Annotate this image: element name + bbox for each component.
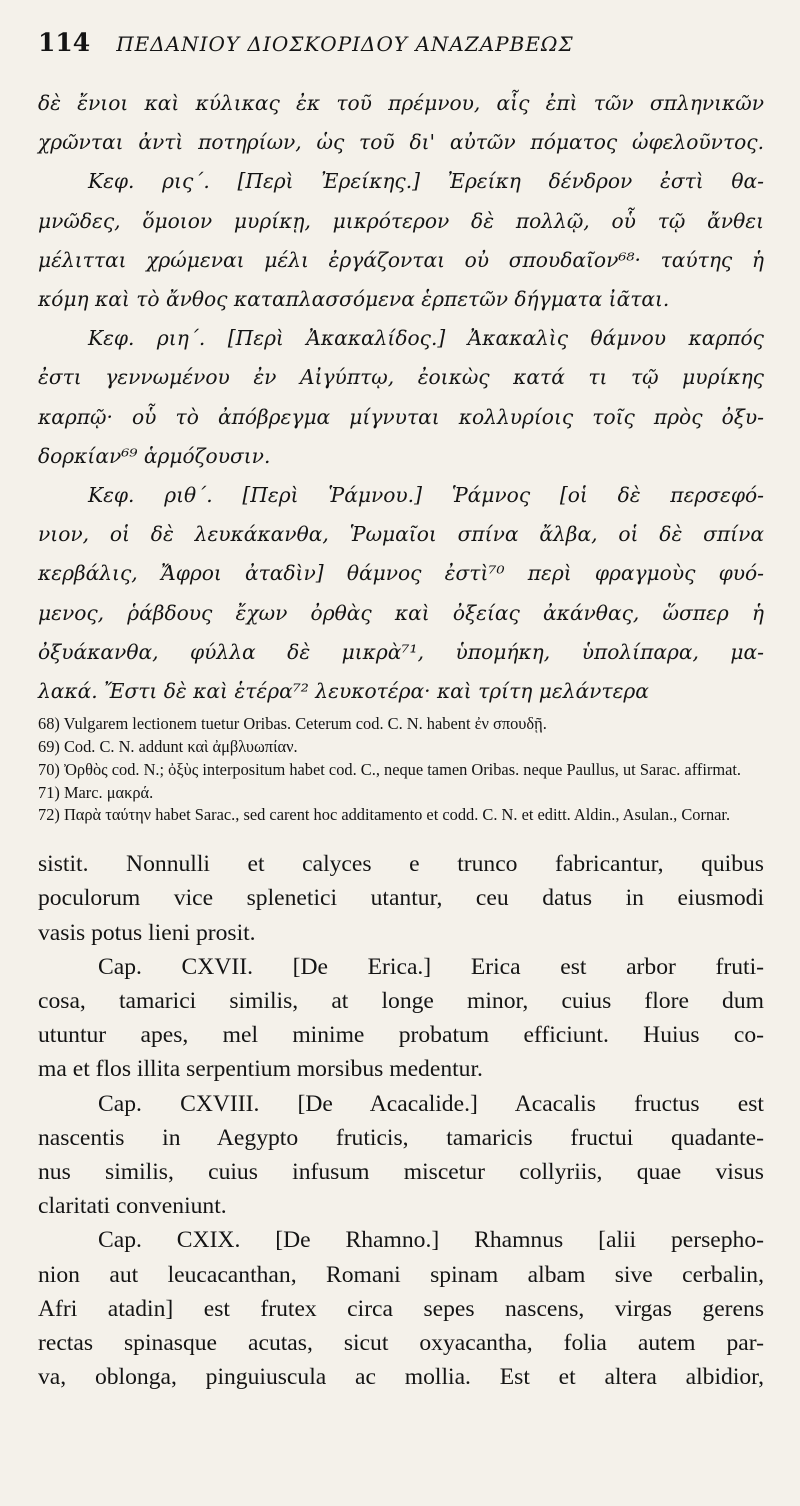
greek-line: ὀξυάκανθα, φύλλα δὲ μικρὰ⁷¹, ὑπομήκη, ὑπολίπαρα, μα- [38,639,764,664]
latin-line: cosa, tamarici similis, at longe minor, cuius flore dum [38,988,764,1015]
latin-line: Cap. CXIX. [De Rhamno.] Rhamnus [alii persepho- [98,1227,764,1254]
page-number: 114 [38,28,91,57]
latin-line: Cap. CXVII. [De Erica.] Erica est arbor fruti- [98,953,764,980]
greek-line: δορκίαν⁶⁹ ἁρμόζουσιν. [38,443,271,468]
greek-line: μενος, ῥάβδους ἔχων ὀρθὰς καὶ ὀξείας ἀκάνθας, ὥσπερ ἡ [38,600,764,625]
latin-line: va, oblonga, pinguiuscula ac mollia. Est et altera albidior, [38,1364,764,1391]
footnote-69: 69) Cod. C. N. addunt καὶ ἀμβλυωπίαν. [38,737,298,757]
latin-line: vasis potus lieni prosit. [38,919,256,946]
footnote-68: 68) Vulgarem lectionem tuetur Oribas. Ceterum cod. C. N. habent ἐν σπουδῇ. [38,714,547,734]
greek-line: λακά. Ἔστι δὲ καὶ ἑτέρα⁷² λευκοτέρα· καὶ τρίτη μελάντερα [38,679,649,704]
latin-line: claritati conveniunt. [38,1193,227,1220]
greek-line: Κεφ. ριθ΄. [Περὶ Ῥάμνου.] Ῥάμνος [οἱ δὲ περσεφό- [88,483,764,508]
greek-line: κόμη καὶ τὸ ἄνθος καταπλασσόμενα ἑρπετῶν δήγματα ἰᾶται. [38,287,670,312]
greek-line: δὲ ἔνιοι καὶ κύλικας ἐκ τοῦ πρέμνου, αἷς ἐπὶ τῶν σπληνικῶν [38,91,764,115]
latin-line: utuntur apes, mel minime probatum efficiunt. Huius co- [38,1022,764,1049]
greek-line: νιον, οἱ δὲ λευκάκανθα, Ῥωμαῖοι σπίνα ἄλβα, οἱ δὲ σπίνα [38,522,764,547]
footnote-70: 70) Ὀρθὸς cod. N.; ὀξὺς interpositum habet cod. C., neque tamen Oribas. neque Paullus, ut Sarac. affirmat. [38,759,742,779]
greek-line: Κεφ. ριη΄. [Περὶ Ἀκακαλίδος.] Ἀκακαλὶς θάμνου καρπός [88,326,764,351]
greek-text [38,84,764,711]
latin-line: nion aut leucacanthan, Romani spinam albam sive cerbalin, [38,1261,764,1288]
latin-line: Cap. CXVIII. [De Acacalide.] Acacalis fructus est [98,1090,764,1117]
running-title: ΠΕΔΑΝΙΟΥ ΔΙΟΣΚΟΡΙΔΟΥ ΑΝΑΖΑΡΒΕΩΣ [116,32,574,56]
latin-line: poculorum vice splenetici utantur, ceu datus in eiusmodi [38,885,764,912]
latin-line: Afri atadin] est frutex circa sepes nascens, virgas gerens [38,1295,764,1322]
greek-line: ἐστι γεννωμένου ἐν Αἰγύπτῳ, ἐοικὼς κατά τι τῷ μυρίκης [38,365,764,390]
latin-line: ma et flos illita serpentium morsibus medentur. [38,1056,483,1083]
latin-line: nus similis, cuius infusum miscetur collyriis, quae visus [38,1159,764,1186]
footnote-72: 72) Παρὰ ταύτην habet Sarac., sed carent hoc additamento et codd. C. N. et editt. Aldin., Asulan., Cornar. [38,805,731,825]
footnote-71: 71) Marc. μακρά. [38,782,154,802]
greek-line: Κεφ. ρις΄. [Περὶ Ἐρείκης.] Ἐρείκη δένδρον ἐστὶ θα- [88,169,764,194]
running-head [38,28,764,80]
greek-line: μνῶδες, ὅμοιον μυρίκῃ, μικρότερον δὲ πολλῷ, οὗ τῷ ἄνθει [38,208,764,233]
latin-line: sistit. Nonnulli et calyces e trunco fabricantur, quibus [38,851,764,878]
greek-line: κερβάλις, Ἄφροι ἀταδὶν] θάμνος ἐστὶ⁷⁰ περὶ φραγμοὺς φυό- [38,561,764,586]
latin-line: nascentis in Aegypto fruticis, tamaricis fructui quadante- [38,1124,764,1151]
greek-line: καρπῷ· οὗ τὸ ἀπόβρεγμα μίγνυται κολλυρίοις τοῖς πρὸς ὀξυ- [38,404,764,429]
footnotes [38,713,764,827]
greek-line: χρῶνται ἀντὶ ποτηρίων, ὡς τοῦ δι' αὐτῶν πόματος ὠφελοῦντος. [38,130,764,155]
latin-line: rectas spinasque acutas, sicut oxyacantha, folia autem par- [38,1330,764,1357]
greek-line: μέλιτται χρώμεναι μέλι ἐργάζονται οὐ σπουδαῖον⁶⁸· ταύτης ἡ [38,247,764,272]
latin-text [38,847,764,1394]
